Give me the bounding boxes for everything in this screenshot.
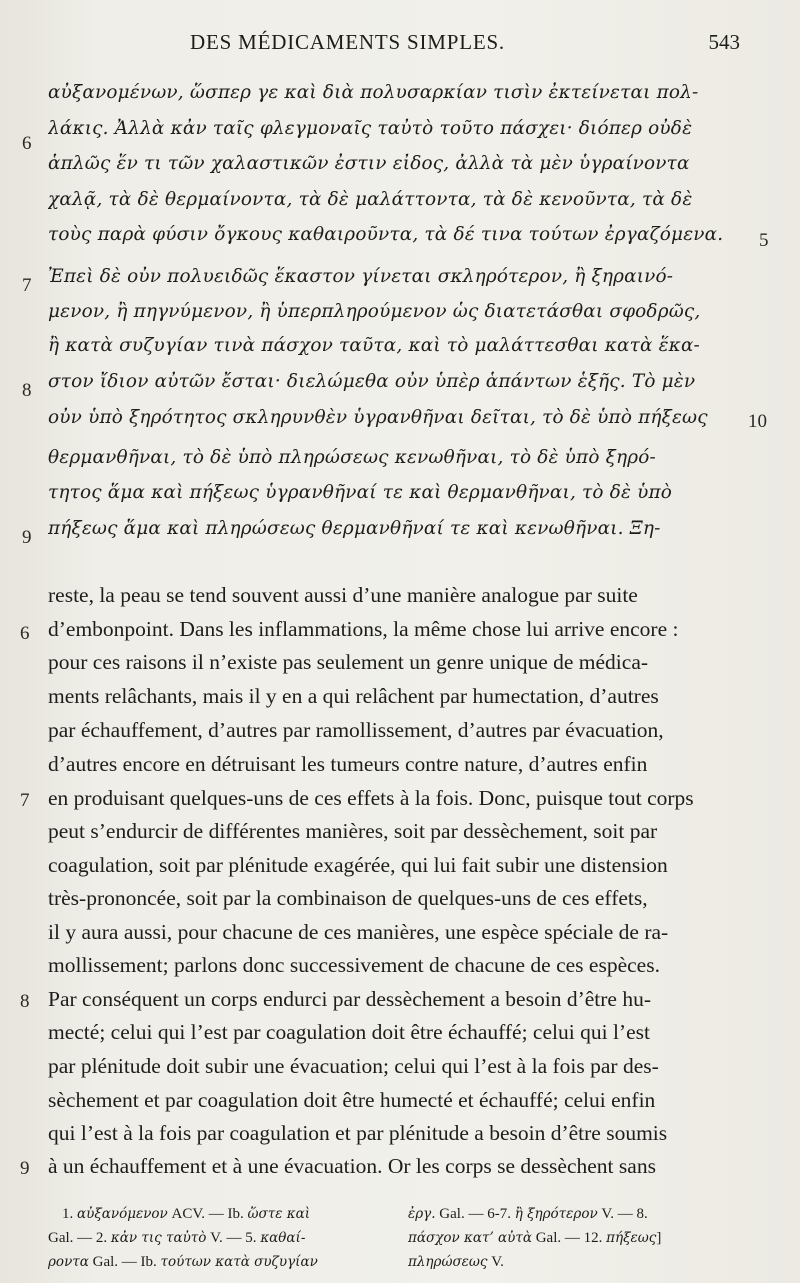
section-marker: 9 bbox=[20, 1158, 30, 1179]
footnote-text: V. — 5. bbox=[206, 1230, 261, 1246]
section-marker: 7 bbox=[22, 275, 32, 296]
french-line: mecté; celui qui l’est par coagulation doit être échauffé; celui qui l’est bbox=[48, 1020, 650, 1044]
running-title: DES MÉDICAMENTS SIMPLES. bbox=[190, 30, 505, 54]
footnote-line bbox=[408, 1230, 661, 1247]
footnote-text: 1. bbox=[62, 1206, 77, 1222]
greek-line: οὖν ὑπὸ ξηρότητος σκληρυνθὲν ὑγρανθῆναι δεῖται, τὸ δὲ ὑπὸ πήξεως bbox=[48, 407, 708, 428]
footnote-line bbox=[408, 1254, 504, 1271]
footnote-text: Gal. — 6-7. bbox=[435, 1206, 515, 1222]
line-number: 5 bbox=[759, 230, 769, 251]
footnote-text: Gal. — Ib. bbox=[88, 1254, 161, 1270]
greek-line: ἁπλῶς ἕν τι τῶν χαλαστικῶν ἐστιν εἶδος, ἀλλὰ τὰ μὲν ὑγραίνοντα bbox=[48, 153, 690, 174]
section-marker: 6 bbox=[20, 623, 30, 644]
french-line: d’autres encore en détruisant les tumeurs contre nature, d’autres enfin bbox=[48, 752, 648, 776]
section-marker: 8 bbox=[20, 991, 30, 1012]
footnote-text: Gal. — 2. bbox=[48, 1230, 111, 1246]
french-line: pour ces raisons il n’existe pas seulement un genre unique de médica- bbox=[48, 650, 649, 674]
footnote-greek: κἀν τις ταὐτὸ bbox=[110, 1230, 207, 1246]
footnote-line bbox=[62, 1206, 310, 1223]
footnote-text: ] bbox=[656, 1230, 662, 1246]
greek-line: τοὺς παρὰ φύσιν ὄγκους καθαιροῦντα, τὰ δέ τινα τούτων ἐργαζόμενα. bbox=[48, 224, 724, 245]
footnote-greek: ἢ ξηρότερον bbox=[514, 1206, 598, 1222]
footnote-greek: τούτων κατὰ συζυγίαν bbox=[160, 1254, 318, 1270]
greek-line: τητος ἅμα καὶ πήξεως ὑγρανθῆναί τε καὶ θερμανθῆναι, τὸ δὲ ὑπὸ bbox=[48, 482, 673, 503]
french-line: très-prononcée, soit par la combinaison de quelques-uns de ces effets, bbox=[48, 886, 648, 910]
french-line: reste, la peau se tend souvent aussi d’une manière analogue par suite bbox=[48, 583, 638, 607]
greek-line: ἢ κατὰ συζυγίαν τινὰ πάσχον ταῦτα, καὶ τὸ μαλάττεσθαι κατὰ ἕκα- bbox=[48, 335, 700, 356]
footnote-greek: πάσχον κατ’ αὐτὰ bbox=[408, 1230, 532, 1246]
running-header bbox=[190, 30, 740, 60]
footnote-text: V. — 8. bbox=[597, 1206, 648, 1222]
footnote-greek: ἐργ. bbox=[408, 1206, 436, 1222]
french-line: par échauffement, d’autres par ramollissement, d’autres par évacuation, bbox=[48, 718, 664, 742]
footnote-line bbox=[48, 1254, 318, 1271]
french-line: qui l’est à la fois par coagulation et par plénitude a besoin d’être soumis bbox=[48, 1121, 668, 1145]
greek-line: θερμανθῆναι, τὸ δὲ ὑπὸ πληρώσεως κενωθῆναι, τὸ δὲ ὑπὸ ξηρό- bbox=[48, 447, 656, 468]
greek-line: Ἐπεὶ δὲ οὖν πολυειδῶς ἕκαστον γίνεται σκληρότερον, ἢ ξηραινό- bbox=[48, 266, 674, 287]
footnote-greek: καθαί- bbox=[260, 1230, 306, 1246]
footnote-greek: πήξεως bbox=[606, 1230, 657, 1246]
footnote-text: ACV. — Ib. bbox=[167, 1206, 248, 1222]
french-line: coagulation, soit par plénitude exagérée, qui lui fait subir une distension bbox=[48, 853, 668, 877]
french-line: sèchement et par coagulation doit être humecté et échauffé; celui enfin bbox=[48, 1088, 656, 1112]
footnote-greek: ὥστε καὶ bbox=[247, 1206, 311, 1222]
footnote-line bbox=[48, 1230, 305, 1247]
greek-line: λάκις. Ἀλλὰ κἀν ταῖς φλεγμοναῖς ταὐτὸ τοῦτο πάσχει· διόπερ οὐδὲ bbox=[48, 118, 693, 139]
french-line: Par conséquent un corps endurci par dessèchement a besoin d’être hu- bbox=[48, 987, 651, 1011]
page-number: 543 bbox=[708, 30, 740, 54]
french-line: ments relâchants, mais il y en a qui relâchent par humectation, d’autres bbox=[48, 684, 659, 708]
greek-line: μενον, ἢ πηγνύμενον, ἢ ὑπερπληρούμενον ὡς διατετάσθαι σφοδρῶς, bbox=[48, 301, 701, 322]
section-marker: 8 bbox=[22, 380, 32, 401]
french-line: par plénitude doit subir une évacuation; celui qui l’est à la fois par des- bbox=[48, 1054, 659, 1078]
french-line: mollissement; parlons donc successivement de chacune de ces espèces. bbox=[48, 953, 660, 977]
greek-line: πήξεως ἅμα καὶ πληρώσεως θερμανθῆναί τε καὶ κενωθῆναι. Ξη- bbox=[48, 518, 661, 539]
french-line: d’embonpoint. Dans les inflammations, la même chose lui arrive encore : bbox=[48, 617, 679, 641]
footnote-text: Gal. — 12. bbox=[531, 1230, 607, 1246]
section-marker: 9 bbox=[22, 527, 32, 548]
section-marker: 6 bbox=[22, 133, 32, 154]
footnote-greek: ροντα bbox=[48, 1254, 89, 1270]
footnote-greek: πληρώσεως bbox=[408, 1254, 488, 1270]
line-number: 10 bbox=[748, 411, 767, 432]
section-marker: 7 bbox=[20, 790, 30, 811]
greek-line: στον ἴδιον αὐτῶν ἔσται· διελώμεθα οὖν ὑπὲρ ἁπάντων ἑξῆς. Τὸ μὲν bbox=[48, 371, 696, 392]
footnote-text: V. bbox=[487, 1254, 504, 1270]
french-line: peut s’endurcir de différentes manières, soit par dessèchement, soit par bbox=[48, 819, 658, 843]
footnote-line bbox=[408, 1206, 648, 1223]
greek-line: αὐξανομένων, ὥσπερ γε καὶ διὰ πολυσαρκίαν τισὶν ἐκτείνεται πολ- bbox=[48, 82, 699, 103]
greek-line: χαλᾷ, τὰ δὲ θερμαίνοντα, τὰ δὲ μαλάττοντα, τὰ δὲ κενοῦντα, τὰ δὲ bbox=[48, 189, 693, 210]
french-line: à un échauffement et à une évacuation. Or les corps se dessèchent sans bbox=[48, 1154, 656, 1178]
french-line: en produisant quelques-uns de ces effets à la fois. Donc, puisque tout corps bbox=[48, 786, 694, 810]
footnote-greek: αὐξανόμενον bbox=[77, 1206, 168, 1222]
french-line: il y aura aussi, pour chacune de ces manières, une espèce spéciale de ra- bbox=[48, 920, 669, 944]
